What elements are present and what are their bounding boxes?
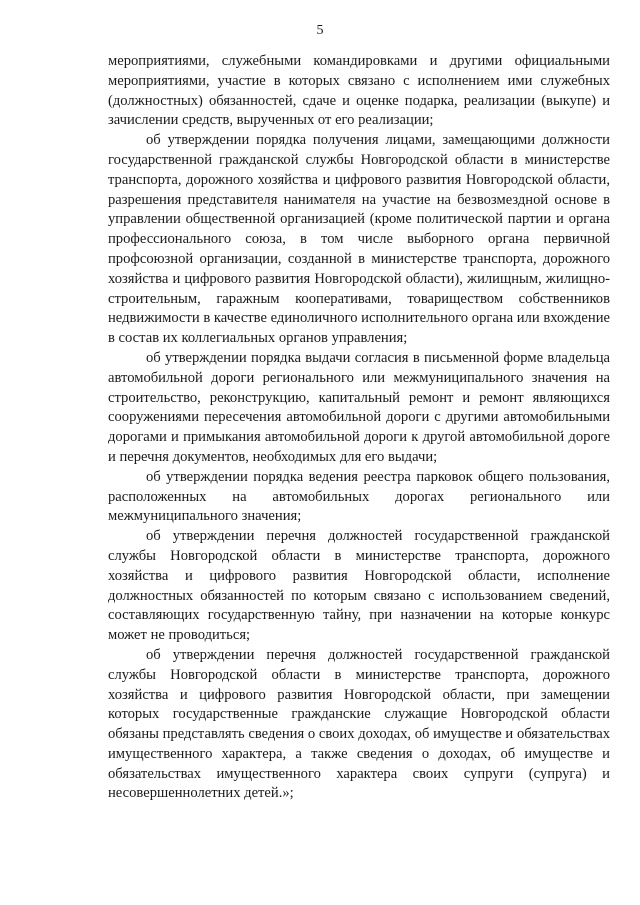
paragraph-4: об утверждении порядка ведения реестра парковок общего пользования, расположенных на автомобильных дорогах регионального или межмуниципального значения; (108, 468, 610, 525)
document-body (108, 52, 610, 804)
paragraph-3: об утверждении порядка выдачи согласия в письменной форме владельца автомобильной дороги регионального или межмуниципального значения на строительство, реконструкцию, капитальный ремонт и ремонт являющихся сооружениями пересечения автомобильной дороги с другими автомобильными дорогами и примыкания автомобильной дороги к другой автомобильной дороге и перечня документов, необходимых для его выдачи; (108, 349, 610, 465)
paragraph-6: об утверждении перечня должностей государственной гражданской службы Новгородской области в министерстве транспорта, дорожного хозяйства и цифрового развития Новгородской области, при замещении которых государственные гражданские служащие Новгородской области обязаны представлять сведения о своих доходах, об имуществе и обязательствах имущественного характера, а также сведения о доходах, об имуществе и обязательствах имущественного характера своих супруги (супруга) и несовершеннолетних детей.»; (108, 646, 610, 802)
paragraph-1: мероприятиями, служебными командировками и другими официальными мероприятиями, участие в которых связано с исполнением ими служебных (должностных) обязанностей, сдаче и оценке подарка, реализации (выкупе) и зачислении средств, вырученных от его реализации; (108, 53, 610, 129)
paragraph-5: об утверждении перечня должностей государственной гражданской службы Новгородской области в министерстве транспорта, дорожного хозяйства и цифрового развития Новгородской области, исполнение должностных обязанностей по которым связано с использованием сведений, составляющих государственную тайну, при назначении на которые конкурс может не проводиться; (108, 528, 610, 644)
page-number: 5 (316, 23, 324, 38)
paragraph-2: об утверждении порядка получения лицами, замещающими должности государственной гражданской службы Новгородской области в министерстве транспорта, дорожного хозяйства и цифрового развития Новгородской области, разрешения представителя нанимателя на участие на безвозмездной основе в управлении общественной организацией (кроме политической партии и органа профессионального союза, в том числе выборного органа первичной профсоюзной организации, созданной в министерстве транспорта, дорожного хозяйства и цифрового развития Новгородской области), жилищным, жилищно-строительным, гаражным кооперативами, товариществом собственников недвижимости в качестве единоличного исполнительного органа или вхождение в состав их коллегиальных органов управления; (108, 132, 610, 347)
